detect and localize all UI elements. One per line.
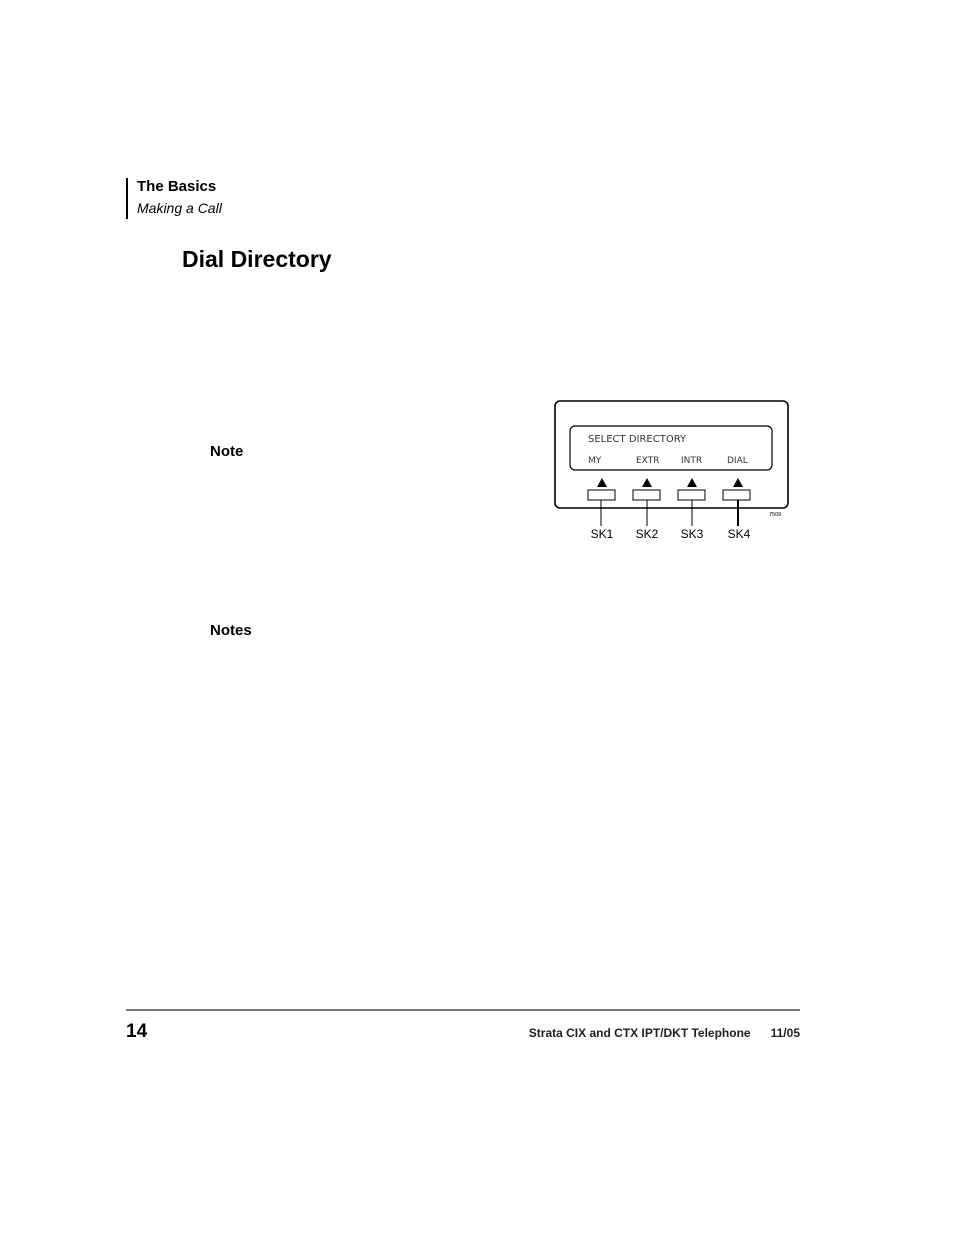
up-arrow-icon bbox=[733, 478, 743, 487]
softkey-button-sk1[interactable] bbox=[588, 490, 615, 500]
footer-book-title: Strata CIX and CTX IPT/DKT Telephone bbox=[528, 1026, 751, 1040]
section-title: The Basics bbox=[137, 178, 217, 195]
lcd-line-1: SELECT DIRECTORY bbox=[588, 434, 687, 445]
softkey-button-sk2[interactable] bbox=[633, 490, 660, 500]
footer-book-info bbox=[529, 1026, 800, 1041]
note-label: Note bbox=[210, 443, 244, 460]
up-arrow-icon bbox=[642, 478, 652, 487]
lcd-softkey-label-dial: DIAL bbox=[727, 456, 748, 466]
up-arrow-icon bbox=[687, 478, 697, 487]
header-rule bbox=[126, 178, 128, 219]
softkey-button-sk3[interactable] bbox=[678, 490, 705, 500]
up-arrow-icon bbox=[597, 478, 607, 487]
footer-date: 11/05 bbox=[770, 1026, 800, 1040]
page-number: 14 bbox=[126, 1021, 148, 1042]
softkey-id-sk2: SK2 bbox=[635, 527, 659, 541]
lcd-display-figure bbox=[553, 398, 793, 548]
lcd-softkey-label-intr: INTR bbox=[681, 456, 703, 466]
lcd-softkey-label-my: MY bbox=[588, 456, 602, 466]
page-title: Dial Directory bbox=[182, 246, 332, 272]
footer-rule bbox=[126, 1009, 800, 1011]
softkey-button-sk4[interactable] bbox=[723, 490, 750, 500]
lcd-softkey-label-extr: EXTR bbox=[636, 456, 660, 466]
section-subtitle: Making a Call bbox=[137, 200, 222, 216]
softkey-id-sk4: SK4 bbox=[727, 527, 751, 541]
softkey-id-sk1: SK1 bbox=[590, 527, 614, 541]
softkey-id-sk3: SK3 bbox=[680, 527, 704, 541]
notes-label: Notes bbox=[210, 622, 252, 639]
figure-number: 7509 bbox=[769, 512, 782, 518]
